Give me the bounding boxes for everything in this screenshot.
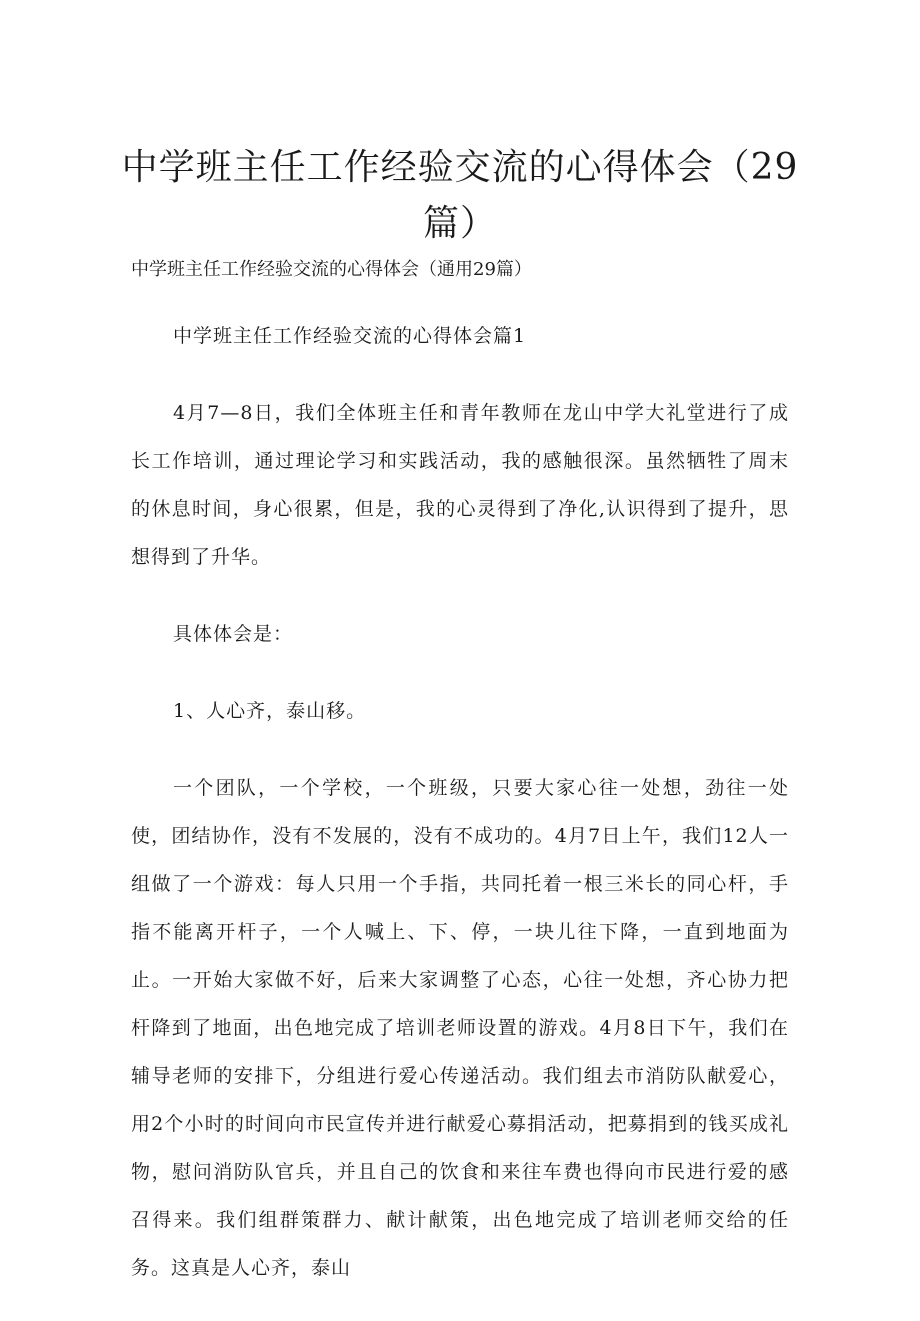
paragraph: 一个团队，一个学校，一个班级，只要大家心往一处想，劲往一处使，团结协作，没有不发展的，没有不成功的。4月7日上午，我们12人一组做了一个游戏：每人只用一个手指，共同托着一根三米长的同心杆，手指不能离开杆子，一个人喊上、下、停，一块儿往下降，一直到地面为止。一开始大家做不好，后来大家调整了心态，心往一处想，齐心协力把杆降到了地面，出色地完成了培训老师设置的游戏。4月8日下午，我们在辅导老师的安排下，分组进行爱心传递活动。我们组去市消防队献爱心，用2个小时的时间向市民宣传并进行献爱心募捐活动，把募捐到的钱买成礼物，慰问消防队官兵，并且自己的饮食和来往车费也得向市民进行爱的感召得来。我们组群策群力、献计献策，出色地完成了培训老师交给的任务。这真是人心齐，泰山 [131,777,789,1279]
document-title: 中学班主任工作经验交流的心得体会（29篇） [121,147,799,244]
document-subtitle: 中学班主任工作经验交流的心得体会（通用29篇） [131,259,532,280]
numbered-point: 1、人心齐，泰山移。 [173,700,367,722]
document-body [131,312,789,1321]
paragraph: 4月7—8日，我们全体班主任和青年教师在龙山中学大礼堂进行了成长工作培训，通过理论学习和实践活动，我的感触很深。虽然牺牲了周末的休息时间，身心很累，但是，我的心灵得到了净化,认识得到了提升，思想得到了升华。 [131,402,789,568]
paragraph: 具体体会是： [173,623,294,645]
section-heading: 中学班主任工作经验交流的心得体会篇1 [173,325,527,347]
